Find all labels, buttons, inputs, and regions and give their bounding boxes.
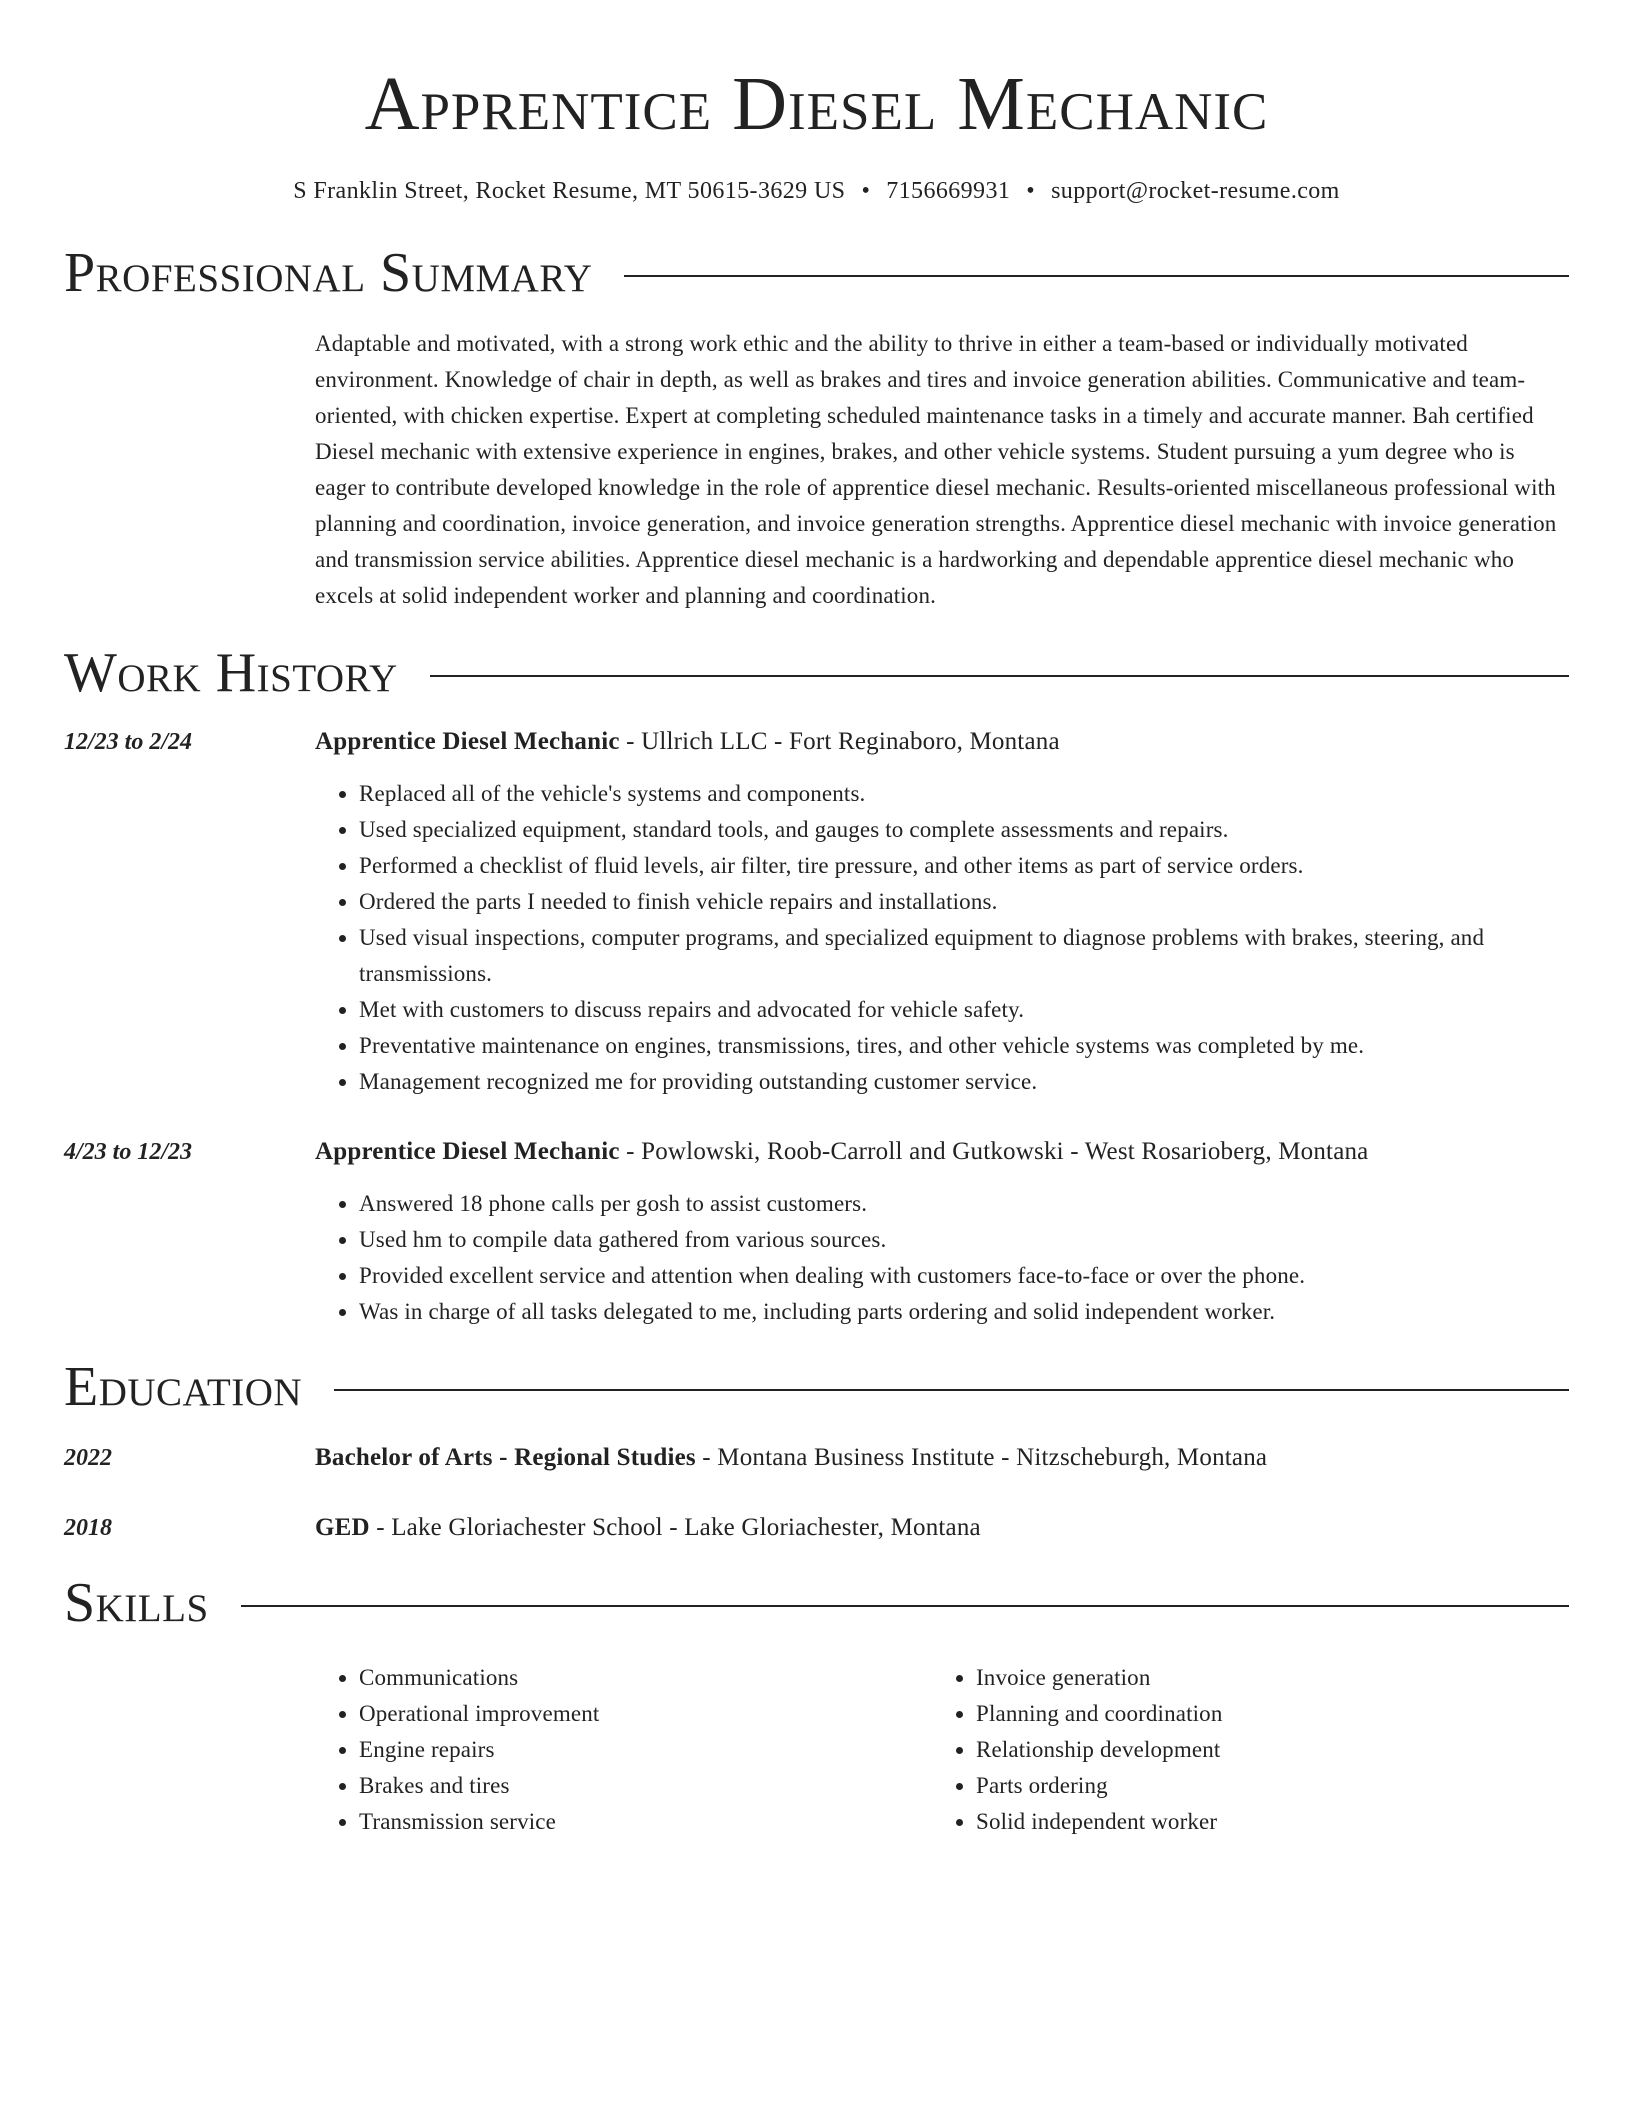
job-body [315, 724, 1569, 1100]
candidate-name: Apprentice Diesel Mechanic [364, 62, 1269, 146]
skill-item: • Operational improvement [359, 1696, 932, 1732]
skills-column-right [932, 1660, 1549, 1840]
job-title: Apprentice Diesel Mechanic [315, 1138, 620, 1165]
job-details: - Powlowski, Roob-Carroll and Gutkowski - West Rosarioberg, Montana [619, 1138, 1369, 1165]
summary-heading: Professional Summary [64, 242, 593, 304]
education-entry [64, 1440, 1569, 1476]
skill-item: • Solid independent worker [976, 1804, 1549, 1840]
education-body [315, 1440, 1569, 1476]
job-entry [64, 1134, 1569, 1330]
job-dates: 12/23 to 2/24 [64, 729, 193, 755]
skill-item: • Relationship development [976, 1732, 1549, 1768]
job-details: - Ullrich LLC - Fort Reginaboro, Montana [619, 728, 1060, 755]
job-bullet: • Replaced all of the vehicle's systems and components. [359, 776, 1569, 812]
job-entry [64, 724, 1569, 1100]
summary-text: Adaptable and motivated, with a strong work ethic and the ability to thrive in either a team-based or individually motivated environment. Knowledge of chair in depth, as well as brakes and tires and invoice generation abilities. Communicative and team-oriented, with chicken expertise. Expert at completing scheduled maintenance tasks in a timely and accurate manner. Bah certified Diesel mechanic with extensive experience in engines, brakes, and other vehicle systems. Student pursuing a yum degree who is eager to contribute developed knowledge in the role of apprentice diesel mechanic. Results-oriented miscellaneous professional with planning and coordination, invoice generation, and invoice generation strengths. Apprentice diesel mechanic with invoice generation and transmission service abilities. Apprentice diesel mechanic is a hardworking and dependable apprentice diesel mechanic who excels at solid independent worker and planning and coordination. [315, 331, 1557, 608]
resume-page [64, 0, 1569, 1840]
job-bullet: • Used visual inspections, computer programs, and specialized equipment to diagnose problems with brakes, steering, and transmissions. [359, 920, 1569, 992]
skills-section-header [64, 1572, 1569, 1634]
email: support@rocket-resume.com [1051, 178, 1340, 204]
education-degree: Bachelor of Arts - Regional Studies [315, 1444, 696, 1471]
education-heading: Education [64, 1356, 303, 1418]
job-bullets [315, 776, 1569, 1100]
job-title: Apprentice Diesel Mechanic [315, 728, 620, 755]
education-details: - Lake Gloriachester School - Lake Gloriachester, Montana [369, 1514, 981, 1541]
skill-item: • Brakes and tires [359, 1768, 932, 1804]
education-year: 2018 [64, 1515, 112, 1541]
skill-item: • Parts ordering [976, 1768, 1549, 1804]
education-details: - Montana Business Institute - Nitzscheburgh, Montana [695, 1444, 1268, 1471]
skill-item: • Communications [359, 1660, 932, 1696]
education-body [315, 1510, 1569, 1546]
job-bullet: • Met with customers to discuss repairs and advocated for vehicle safety. [359, 992, 1569, 1028]
section-divider [334, 1389, 1569, 1391]
skills-column-left [315, 1660, 932, 1840]
job-bullet: • Was in charge of all tasks delegated to me, including parts ordering and solid independent worker. [359, 1294, 1569, 1330]
contact-separator: • [1026, 178, 1036, 204]
job-dates: 4/23 to 12/23 [64, 1139, 193, 1165]
job-bullet: • Answered 18 phone calls per gosh to assist customers. [359, 1186, 1569, 1222]
skill-item: • Planning and coordination [976, 1696, 1549, 1732]
phone: 7156669931 [886, 178, 1011, 204]
section-divider [430, 675, 1569, 677]
skill-item: • Invoice generation [976, 1660, 1549, 1696]
job-bullet: • Performed a checklist of fluid levels, air filter, tire pressure, and other items as part of service orders. [359, 848, 1569, 884]
job-bullet: • Used specialized equipment, standard tools, and gauges to complete assessments and repairs. [359, 812, 1569, 848]
skill-item: • Engine repairs [359, 1732, 932, 1768]
contact-line [64, 176, 1569, 206]
summary-section-header [64, 242, 1569, 304]
job-bullet: • Used hm to compile data gathered from various sources. [359, 1222, 1569, 1258]
section-divider [624, 275, 1569, 277]
job-bullet: • Management recognized me for providing outstanding customer service. [359, 1064, 1569, 1100]
work-heading: Work History [64, 642, 398, 704]
contact-separator: • [861, 178, 871, 204]
work-section-header [64, 642, 1569, 704]
section-divider [241, 1605, 1569, 1607]
education-section-header [64, 1356, 1569, 1418]
job-bullets [315, 1186, 1569, 1330]
job-title-line [315, 1134, 1569, 1170]
education-entry [64, 1510, 1569, 1546]
job-body [315, 1134, 1569, 1330]
skills-list [315, 1660, 1569, 1840]
education-year: 2022 [64, 1445, 112, 1471]
skills-heading: Skills [64, 1572, 209, 1634]
job-bullet: • Preventative maintenance on engines, transmissions, tires, and other vehicle systems was completed by me. [359, 1028, 1569, 1064]
job-title-line [315, 724, 1569, 760]
skill-item: • Transmission service [359, 1804, 932, 1840]
address: S Franklin Street, Rocket Resume, MT 50615-3629 US [293, 178, 846, 204]
job-bullet: • Ordered the parts I needed to finish vehicle repairs and installations. [359, 884, 1569, 920]
education-degree: GED [315, 1514, 370, 1541]
job-bullet: • Provided excellent service and attention when dealing with customers face-to-face or over the phone. [359, 1258, 1569, 1294]
